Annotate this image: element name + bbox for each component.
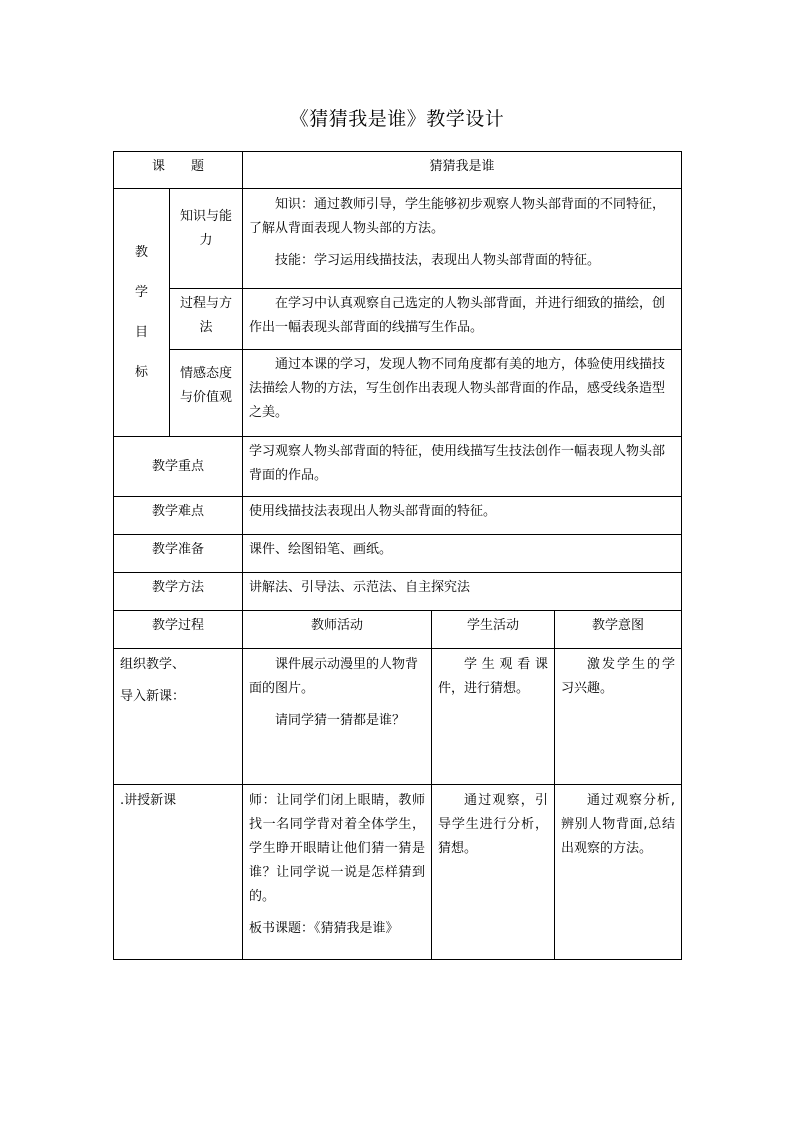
process-stage-line: .讲授新课: [120, 793, 177, 808]
process-header-student: 学生活动: [432, 611, 555, 649]
process-teacher-text: 课件展示动漫里的人物背面的图片。: [249, 657, 419, 696]
objectives-label: [114, 189, 170, 437]
process-header-row: [114, 611, 682, 649]
difficulty-label: 教学难点: [114, 497, 243, 535]
objective-emotion-text: 通过本课的学习，发现人物不同角度都有美的地方，体验使用线描技法描绘人物的方法，写生创作出表现人物头部背面的作品，感受线条造型之美。: [249, 357, 666, 420]
difficulty-value: 使用线描技法表现出人物头部背面的特征。: [243, 497, 682, 535]
objectives-label-char: 教: [134, 244, 148, 260]
topic-row: [114, 152, 682, 189]
topic-value: 猜猜我是谁: [243, 152, 682, 189]
objectives-label-char: 目: [134, 324, 148, 340]
objectives-label-char: 学: [134, 284, 148, 300]
process-header-teacher: 教师活动: [243, 611, 432, 649]
key-point-row: [114, 437, 682, 497]
process-row: [114, 649, 682, 785]
method-value: 讲解法、引导法、示范法、自主探究法: [243, 573, 682, 611]
process-teacher-text: 板书课题：《猜猜我是谁》: [249, 921, 399, 936]
objective-row-knowledge: [114, 189, 682, 289]
objectives-label-char: 标: [134, 364, 148, 380]
process-header-intent: 教学意图: [555, 611, 682, 649]
lesson-plan-table: [113, 151, 682, 960]
process-header-stage: 教学过程: [114, 611, 243, 649]
preparation-value: 课件、绘图铅笔、画纸。: [243, 535, 682, 573]
process-row: [114, 785, 682, 960]
objective-row-emotion: [114, 350, 682, 437]
objective-knowledge-text: 知识：通过教师引导，学生能够初步观察人物头部背面的不同特征，了解从背面表现人物头部的方法。: [249, 197, 666, 236]
objective-label-knowledge: 知识与能力: [170, 189, 243, 289]
key-point-label: 教学重点: [114, 437, 243, 497]
key-point-value: 学习观察人物头部背面的特征，使用线描写生技法创作一幅表现人物头部背面的作品。: [249, 444, 666, 483]
objective-row-process: [114, 289, 682, 350]
method-row: [114, 573, 682, 611]
objective-process-text: 在学习中认真观察自己选定的人物头部背面，并进行细致的描绘，创作出一幅表现头部背面的线描写生作品。: [249, 296, 666, 335]
objective-skill-text: 技能：学习运用线描技法，表现出人物头部背面的特征。: [275, 253, 601, 268]
document-title: 《猜猜我是谁》教学设计: [289, 108, 505, 130]
process-teacher-text: 师：让同学们闭上眼睛，教师找一名同学背对着全体学生，学生睁开眼睛让他们猜一猜是谁？让同学说一说是怎样猜到的。: [249, 793, 426, 904]
topic-label: 课 题: [114, 152, 243, 189]
process-intent-text: 激发学生的学习兴趣。: [561, 657, 676, 696]
objective-label-process: 过程与方法: [170, 289, 243, 350]
process-student-text: 学生观看课件，进行猜想。: [438, 657, 549, 696]
process-intent-text: 通过观察分析,辨别人物背面,总结出观察的方法。: [561, 793, 676, 856]
process-student-text: 通过观察，引导学生进行分析，猜想。: [438, 793, 549, 856]
process-stage-line: 导入新课：: [120, 689, 186, 704]
preparation-row: [114, 535, 682, 573]
objective-label-emotion: 情感态度与价值观: [170, 350, 243, 437]
preparation-label: 教学准备: [114, 535, 243, 573]
process-stage-line: 组织教学、: [120, 657, 186, 672]
method-label: 教学方法: [114, 573, 243, 611]
difficulty-row: [114, 497, 682, 535]
process-teacher-text: 请同学猜一猜都是谁？: [275, 713, 406, 728]
